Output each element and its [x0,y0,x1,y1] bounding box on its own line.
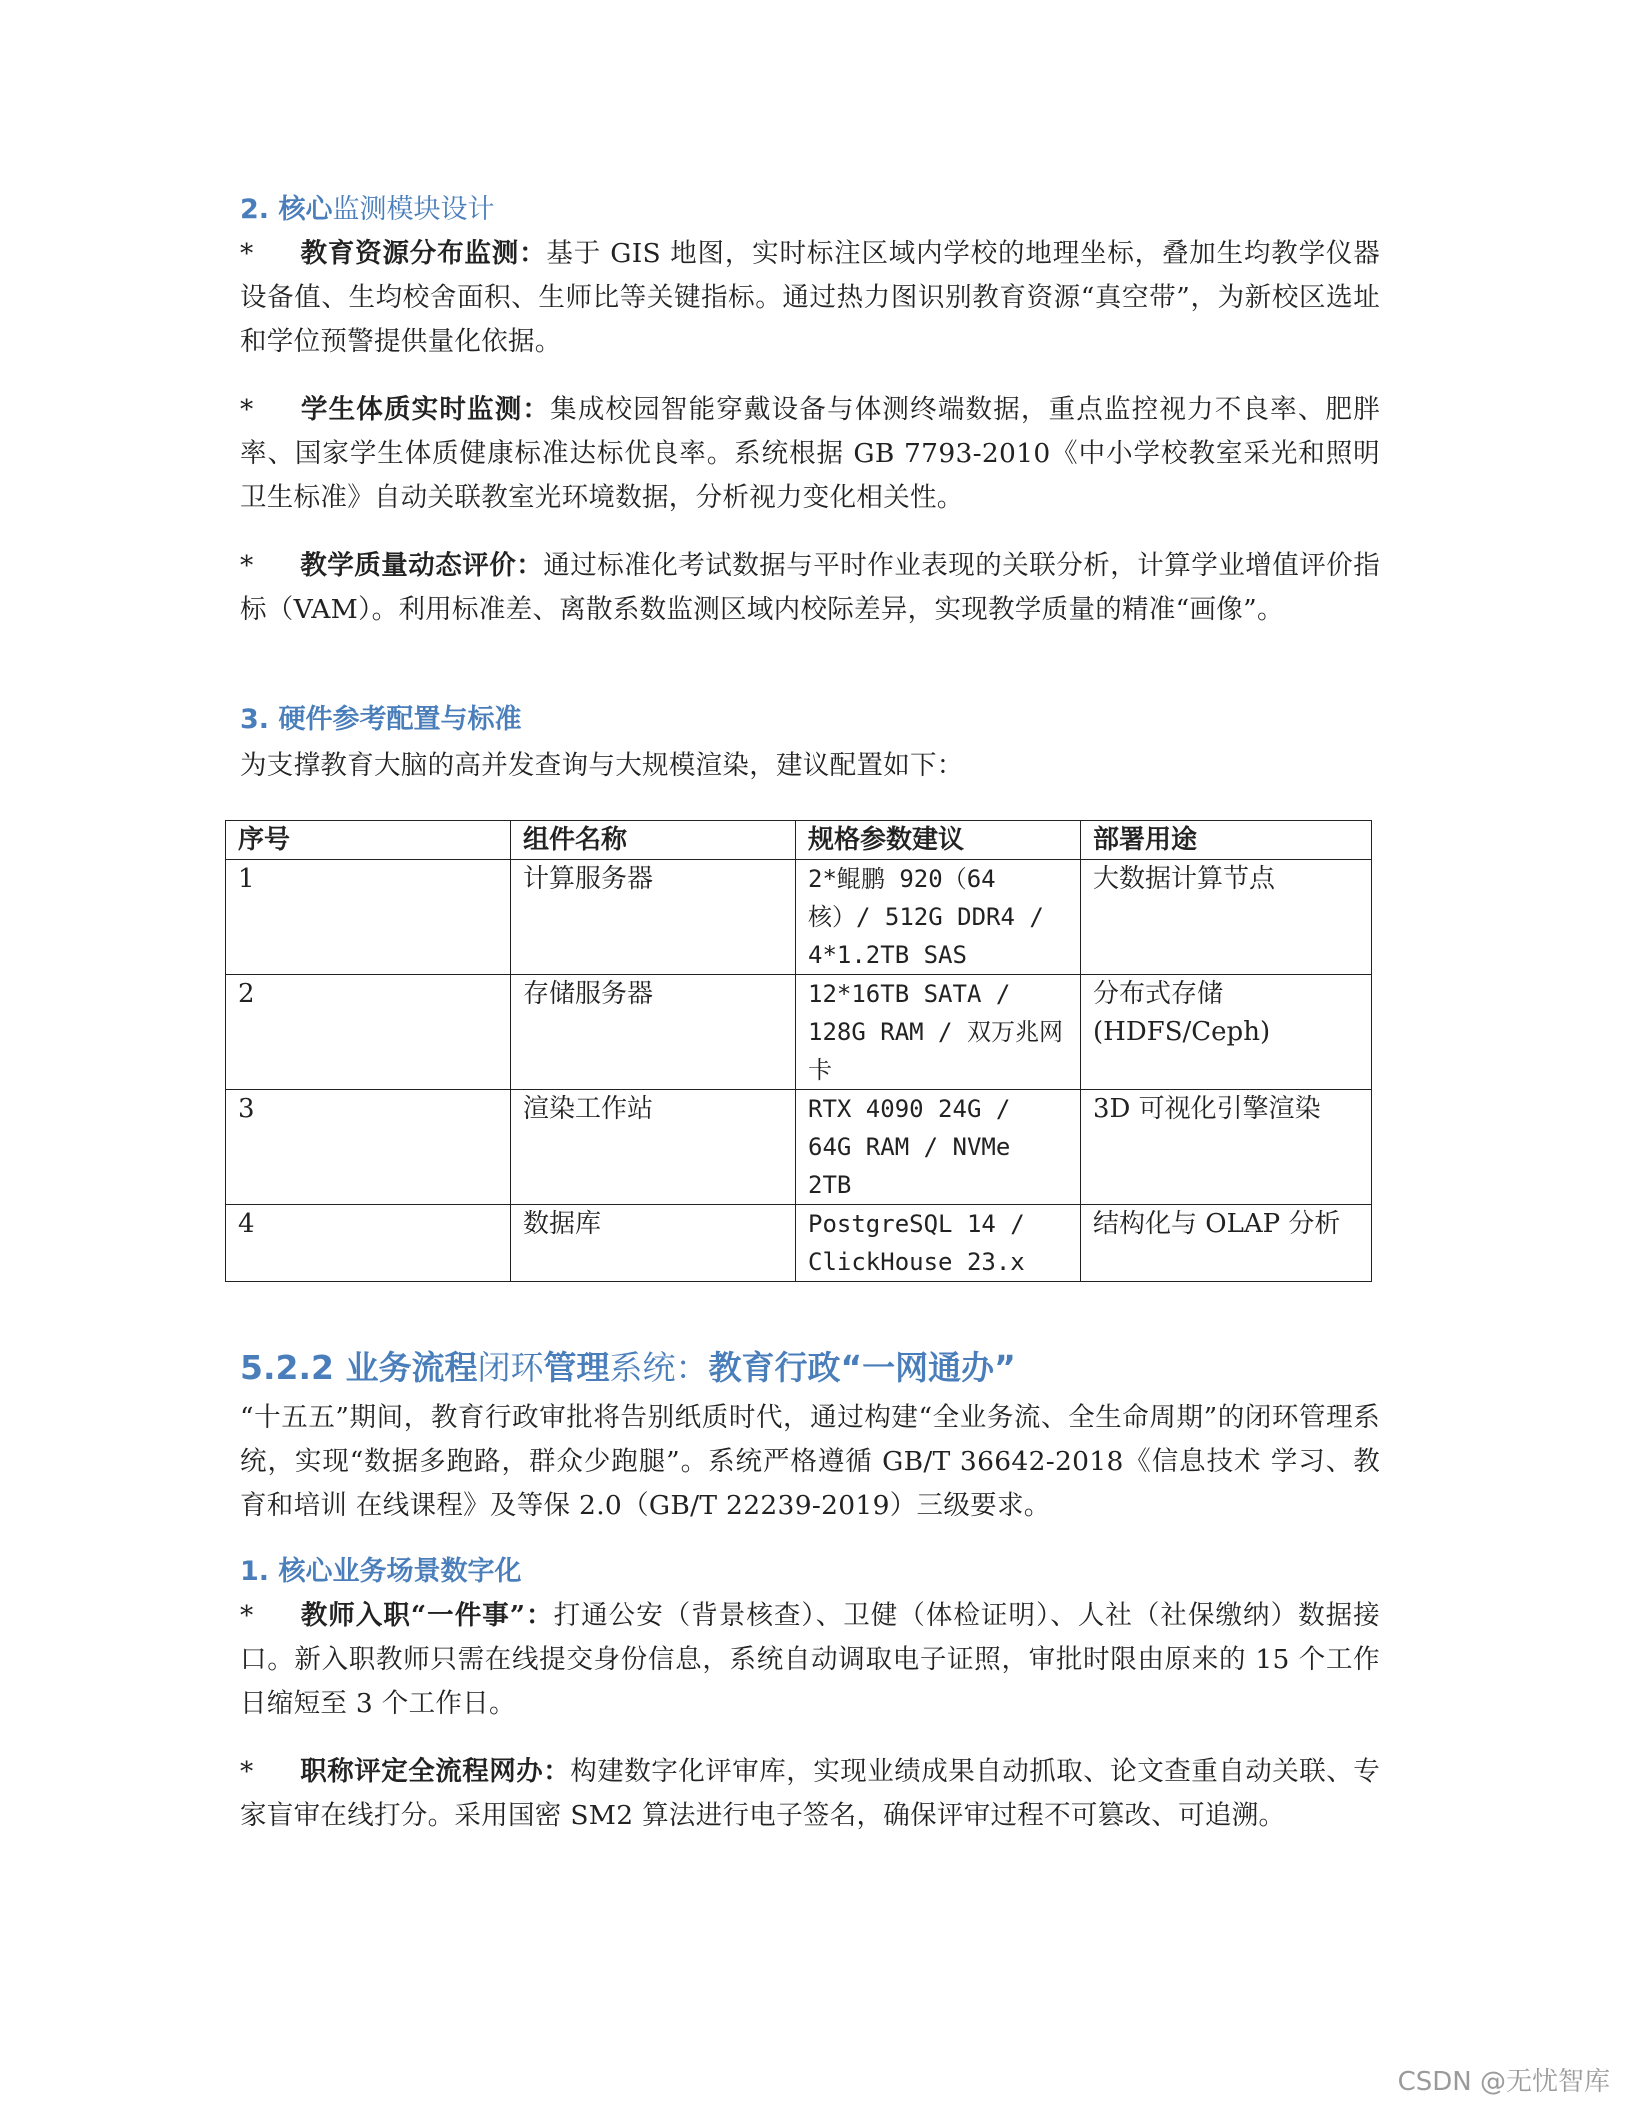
item-title: 教育资源分布监测： [300,238,547,269]
table-row [226,1205,1372,1282]
item-body: 打通公安（背景核查）、卫健（体检证明）、人社（社保缴纳）数据接口。新入职教师只需在线提交身份信息，系统自动调取电子证照，审批时限由原来的 15 个工作日缩短至 3 个工作日。 [240,1600,1380,1719]
column-header: 组件名称 [511,821,796,860]
bullet-marker: * [240,1756,254,1787]
bullet-marker: * [240,1600,254,1631]
heading-5-2-2: 5.2.2 业务流程闭环管理系统：教育行政“一网通办” [240,1348,1016,1387]
monitor-item-resource [240,232,1380,364]
business-item-teacher-onboarding [240,1594,1380,1726]
item-body: 通过标准化考试数据与平时作业表现的关联分析，计算学业增值评价指标（VAM）。利用标准差、离散系数监测区域内校际差异，实现教学质量的精准“画像”。 [240,550,1380,625]
table-cell: 12*16TB SATA / 128G RAM / 双万兆网卡 [796,975,1081,1090]
table-header-row [226,821,1372,860]
item-title: 职称评定全流程网办： [300,1756,571,1787]
table-cell: 存储服务器 [511,975,796,1090]
heading-core-business: 1. 核心业务场景数字化 [240,1556,522,1587]
item-body: 基于 GIS 地图，实时标注区域内学校的地理坐标，叠加生均教学仪器设备值、生均校舍面积、生师比等关键指标。通过热力图识别教育资源“真空带”，为新校区选址和学位预警提供量化依据。 [240,238,1381,357]
table-cell: 1 [226,860,511,975]
section-522-intro: “十五五”期间，教育行政审批将告别纸质时代，通过构建“全业务流、全生命周期”的闭环管理系统，实现“数据多跑路，群众少跑腿”。系统严格遵循 GB/T 36642-2018《信息技术 学习、教育和培训 在线课程》及等保 2.0（GB/T 22239-2019）三级要求。 [240,1402,1380,1521]
item-title: 教师入职“一件事”： [300,1600,554,1631]
table-row [226,1090,1372,1205]
table-cell: 渲染工作站 [511,1090,796,1205]
table-cell: 2 [226,975,511,1090]
item-title: 学生体质实时监测： [300,394,551,425]
item-body: 集成校园智能穿戴设备与体测终端数据，重点监控视力不良率、肥胖率、国家学生体质健康标准达标优良率。系统根据 GB 7793-2010《中小学校教室采光和照明卫生标准》自动关联教室光环境数据，分析视力变化相关性。 [240,394,1380,513]
hardware-intro: 为支撑教育大脑的高并发查询与大规模渲染，建议配置如下： [240,750,964,781]
column-header: 部署用途 [1081,821,1372,860]
table-cell: 数据库 [511,1205,796,1282]
bullet-marker: * [240,550,254,581]
item-title: 教学质量动态评价： [300,550,544,581]
table-cell: 3 [226,1090,511,1205]
bullet-marker: * [240,238,254,269]
table-cell: PostgreSQL 14 / ClickHouse 23.x [796,1205,1081,1282]
table-cell: 2*鲲鹏 920（64 核）/ 512G DDR4 / 4*1.2TB SAS [796,860,1081,975]
monitor-item-teaching-quality [240,544,1380,632]
table-cell: 结构化与 OLAP 分析 [1081,1205,1372,1282]
column-header: 规格参数建议 [796,821,1081,860]
table-cell: 分布式存储(HDFS/Ceph) [1081,975,1372,1090]
bullet-marker: * [240,394,254,425]
heading-core-monitoring: 2. 核心监测模块设计 [240,194,495,225]
item-body: 构建数字化评审库，实现业绩成果自动抓取、论文查重自动关联、专家盲审在线打分。采用国密 SM2 算法进行电子签名，确保评审过程不可篡改、可追溯。 [240,1756,1381,1831]
heading-hardware: 3. 硬件参考配置与标准 [240,704,522,735]
hardware-table [225,820,1372,1282]
table-row [226,860,1372,975]
business-item-title-evaluation [240,1750,1380,1838]
table-cell: RTX 4090 24G / 64G RAM / NVMe 2TB [796,1090,1081,1205]
column-header: 序号 [226,821,511,860]
table-cell: 计算服务器 [511,860,796,975]
table-cell: 大数据计算节点 [1081,860,1372,975]
monitor-item-physique [240,388,1380,520]
table-cell: 3D 可视化引擎渲染 [1081,1090,1372,1205]
table-cell: 4 [226,1205,511,1282]
csdn-watermark: CSDN @无忧智库 [1397,2067,1610,2097]
table-row [226,975,1372,1090]
